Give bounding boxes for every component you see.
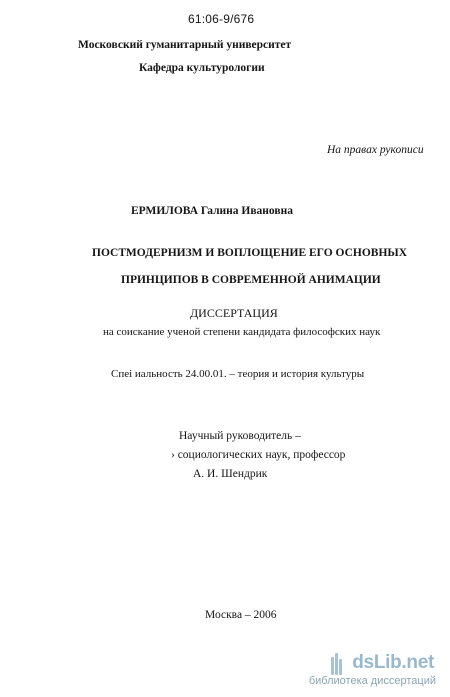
book-stack-icon [331,653,343,675]
supervisor-name: А. И. Шендрик [193,468,268,480]
department-name: Кафедра культурологии [139,62,265,74]
city-year: Москва – 2006 [205,609,277,621]
rights-note: На правах рукописи [327,144,424,156]
watermark-subtitle: библиотека диссертаций [308,675,436,687]
supervisor-label: Научный руководитель – [179,430,301,442]
document-type: ДИССЕРТАЦИЯ [190,306,278,320]
university-name: Московский гуманитарный университет [78,39,292,51]
author-name: ЕРМИЛОВА Галина Ивановна [131,205,293,217]
document-code: 61:06-9/676 [188,12,255,26]
title-line-2: ПРИНЦИПОВ В СОВРЕМЕННОЙ АНИМАЦИИ [121,274,381,286]
watermark-brand: dsLib.net [352,652,434,673]
degree-purpose: на соискание ученой степени кандидата философских наук [103,326,381,338]
supervisor-degree: › социологических наук, профессор [171,449,346,461]
title-line-1: ПОСТМОДЕРНИЗМ И ВОПЛОЩЕНИЕ ЕГО ОСНОВНЫХ [92,247,408,259]
dslib-watermark [305,650,440,690]
specialty: Спеі иальность 24.00.01. – теория и история культуры [111,368,365,380]
